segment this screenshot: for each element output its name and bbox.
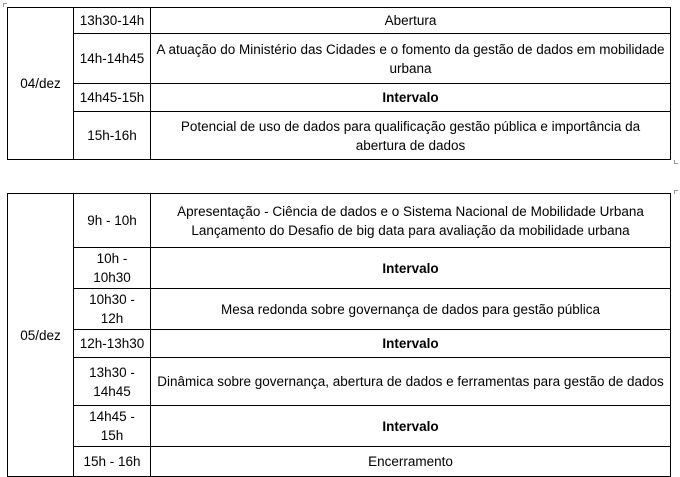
table-corner-marker [674, 190, 678, 194]
table-row [8, 358, 671, 406]
schedule-table-day1 [7, 7, 671, 160]
table-row [8, 112, 671, 160]
table-row [8, 8, 671, 34]
time-cell: 14h45-15h [74, 84, 151, 112]
activity-cell: Encerramento [151, 447, 671, 477]
activity-cell-break: Intervalo [151, 248, 671, 289]
time-cell: 15h-16h [74, 112, 151, 160]
table-row [8, 248, 671, 289]
activity-cell: A atuação do Ministério das Cidades e o fomento da gestão de dados em mobilidade urbana [151, 34, 671, 84]
time-cell: 13h30 - 14h45 [74, 358, 151, 406]
table-row [8, 194, 671, 248]
table-row [8, 447, 671, 477]
time-cell: 12h-13h30 [74, 330, 151, 358]
activity-cell-break: Intervalo [151, 406, 671, 447]
table-row [8, 34, 671, 84]
schedule-table-day2 [7, 193, 671, 477]
time-cell: 10h30 - 12h [74, 289, 151, 330]
table-row [8, 84, 671, 112]
activity-cell: Dinâmica sobre governança, abertura de dados e ferramentas para gestão de dados [151, 358, 671, 406]
time-cell: 15h - 16h [74, 447, 151, 477]
table-corner-marker [674, 160, 678, 164]
activity-cell: Apresentação - Ciência de dados e o Sistema Nacional de Mobilidade Urbana Lançamento do Desafio de big data para avaliação da mobilidade urbana [151, 194, 671, 248]
time-cell: 14h-14h45 [74, 34, 151, 84]
date-cell: 05/dez [8, 194, 74, 477]
activity-cell-break: Intervalo [151, 84, 671, 112]
date-cell: 04/dez [8, 8, 74, 160]
table-row [8, 289, 671, 330]
table-row [8, 406, 671, 447]
table-row [8, 330, 671, 358]
activity-cell-break: Intervalo [151, 330, 671, 358]
time-cell: 14h45 - 15h [74, 406, 151, 447]
time-cell: 13h30-14h [74, 8, 151, 34]
activity-cell: Abertura [151, 8, 671, 34]
time-cell: 10h - 10h30 [74, 248, 151, 289]
activity-cell: Mesa redonda sobre governança de dados para gestão pública [151, 289, 671, 330]
activity-cell: Potencial de uso de dados para qualificação gestão pública e importância da abertura de dados [151, 112, 671, 160]
time-cell: 9h - 10h [74, 194, 151, 248]
